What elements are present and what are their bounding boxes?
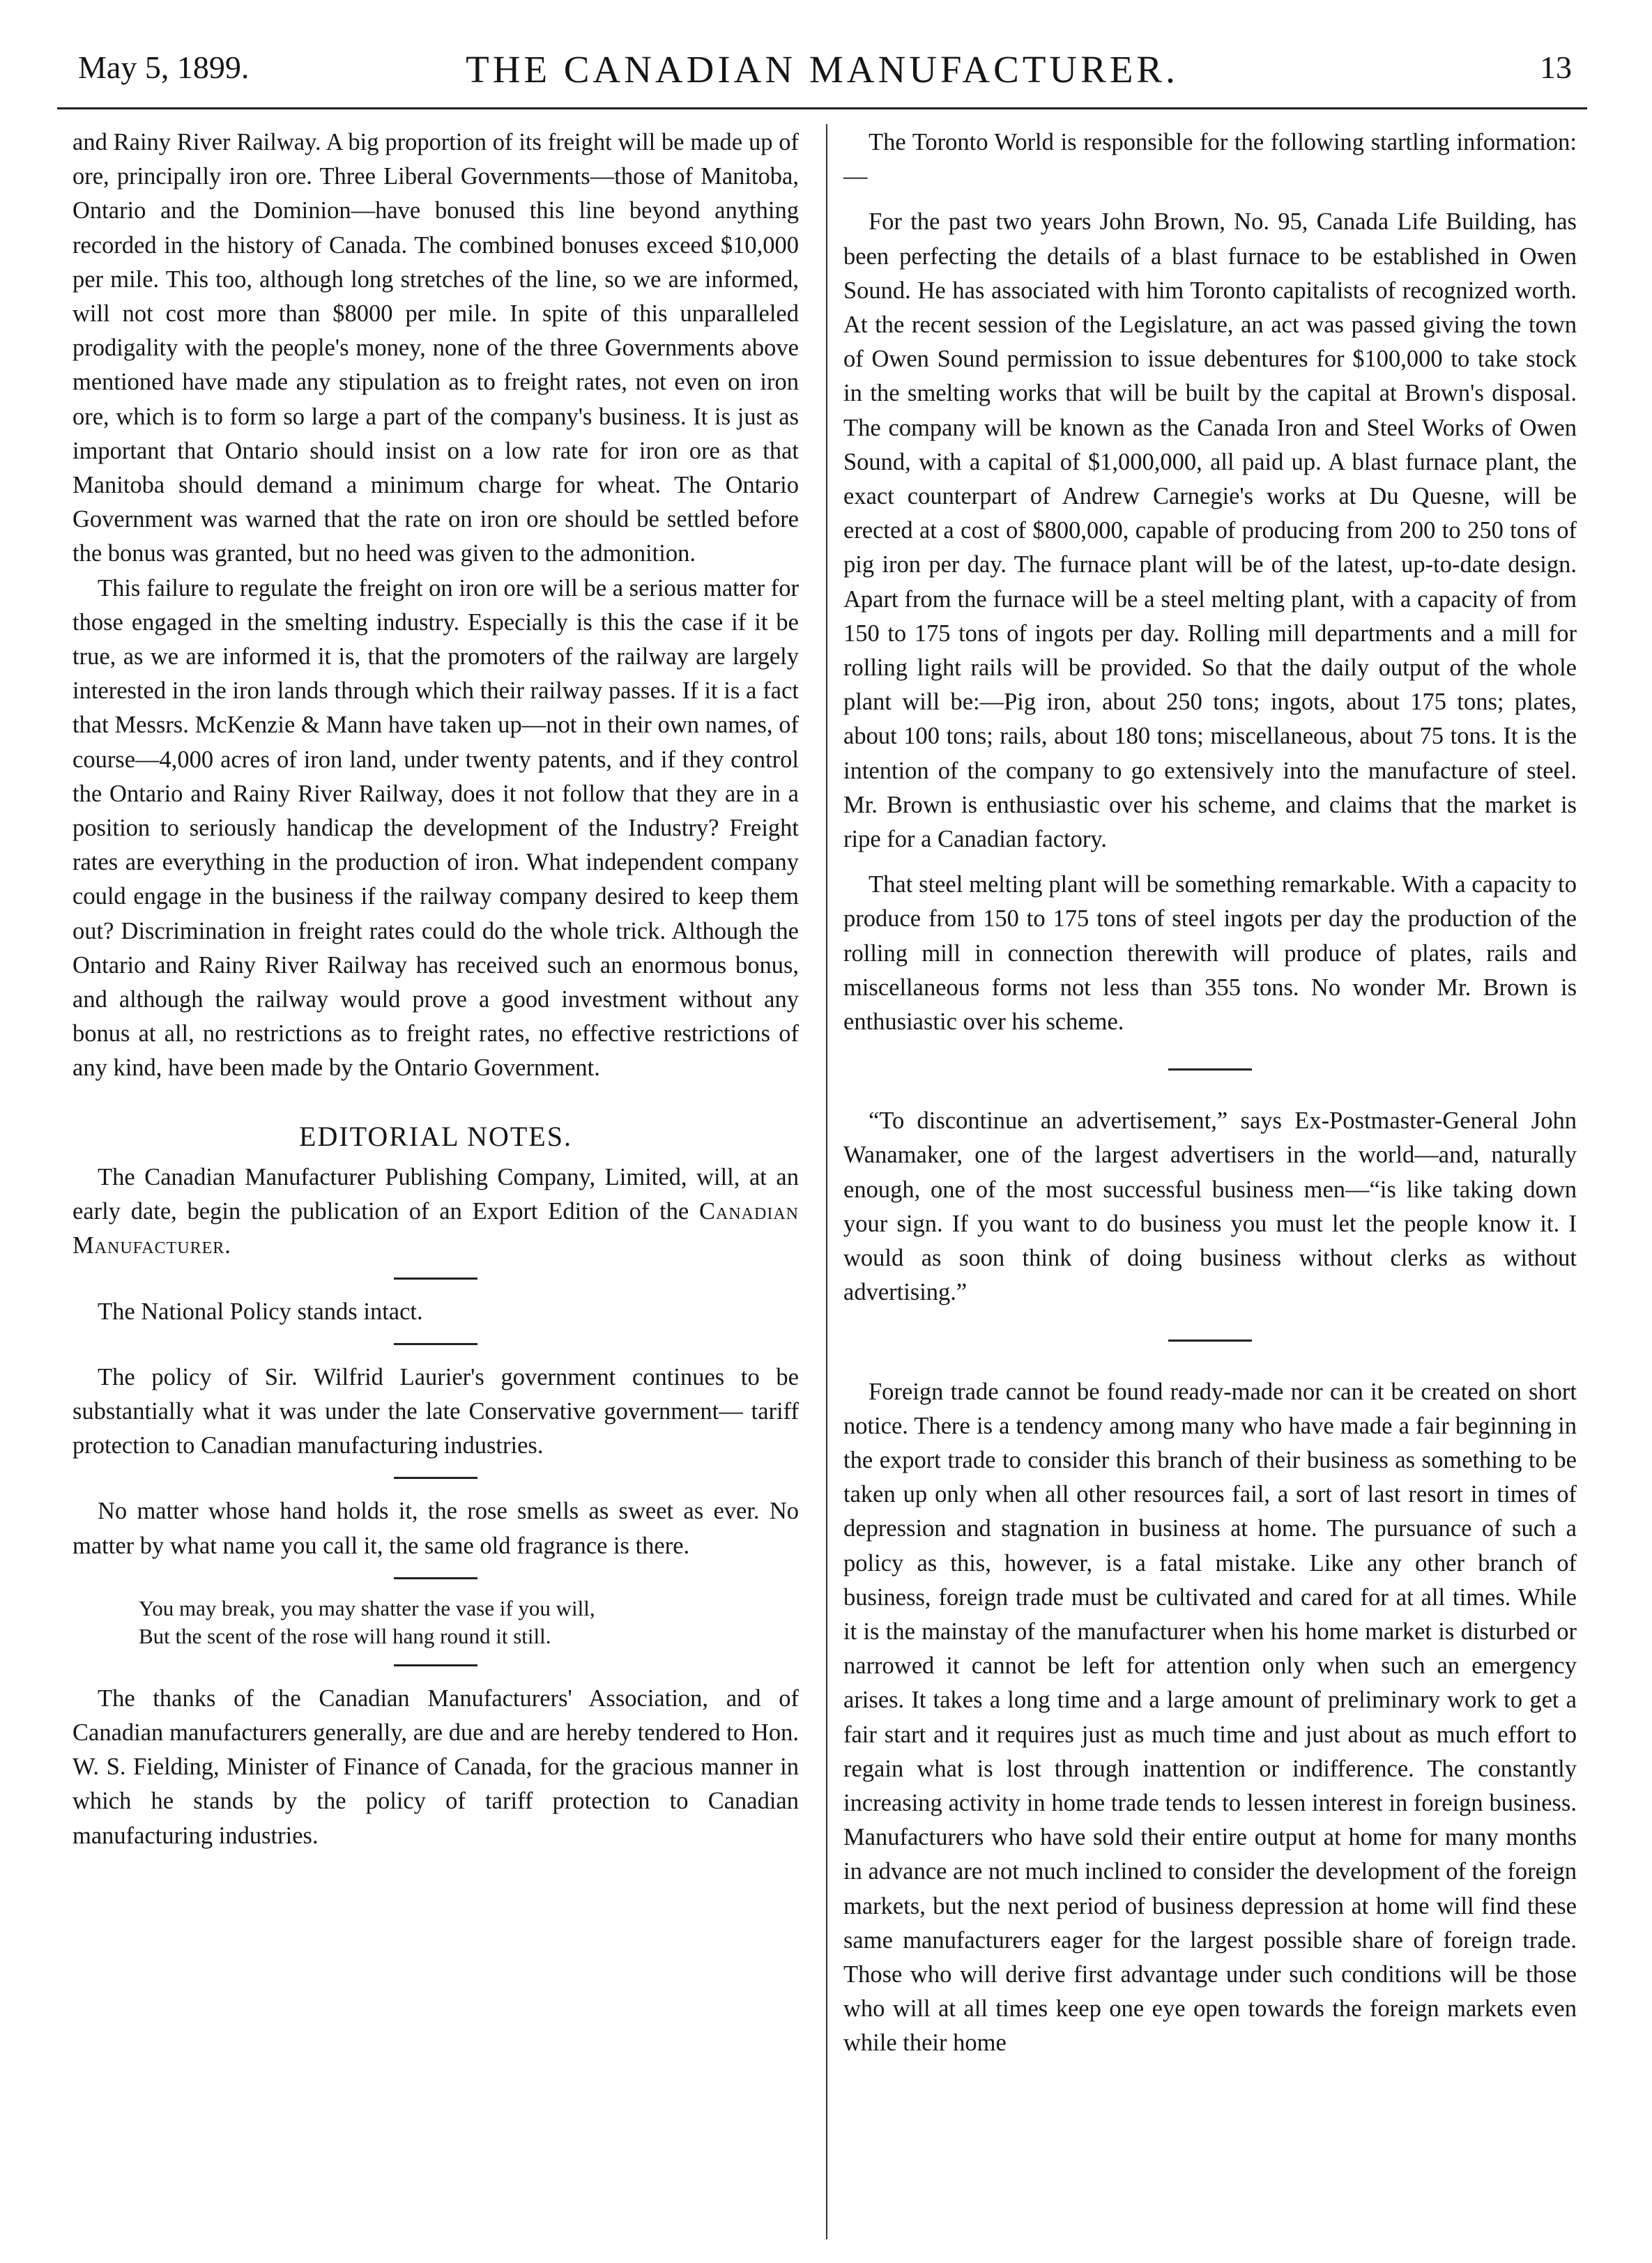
publication-title: THE CANADIAN MANUFACTURER. [466, 48, 1179, 91]
railway-paragraph-continued: and Rainy River Railway. A big proportion of its freight will be made up of ore, principally iron ore. Three Liberal Governments—those of Manitoba, Ontario and the Dominion—have bonused this line beyond anything recorded in the history of Canada. The combined bonuses exceed $10,000 per mile. This too, although long stretches of the line, so we are informed, will not cost more than $8000 per mile. In spite of this unparalleled prodigality with the people's money, none of the three Governments above mentioned have made any stipulation as to freight rates, not even on iron ore, which is to form so large a part of the company's business. It is just as important that Ontario should insist on a low rate for iron ore as that Manitoba should demand a minimum charge for wheat. The Ontario Government was warned that the rate on iron ore should be settled before the bonus was granted, but no heed was given to the admonition. [72, 129, 799, 567]
publication-name-smallcaps: Canadian Manufacturer. [72, 1198, 799, 1259]
section-divider [394, 1343, 477, 1345]
verse-line-2: But the scent of the rose will hang round it still. [139, 1623, 551, 1648]
verse-line-1: You may break, you may shatter the vase if you will, [139, 1595, 595, 1620]
toronto-world-intro: The Toronto World is responsible for the following startling information:— [843, 129, 1577, 190]
editorial-notes-heading: EDITORIAL NOTES. [299, 1120, 572, 1152]
section-divider [394, 1278, 477, 1280]
section-divider [1168, 1340, 1252, 1342]
section-divider [394, 1577, 477, 1579]
page-header [57, 47, 1587, 109]
column-divider [826, 124, 827, 2239]
export-edition-text: The Canadian Manufacturer Publishing Company, Limited, will, at an early date, begin the publication of an Export Edition of the [72, 1163, 799, 1225]
steel-plant-paragraph: That steel melting plant will be something remarkable. With a capacity to produce from 150 to 175 tons of steel ingots per day the production of the rolling mill in connection therewith will produce of plates, rails and miscellaneous forms not less than 355 tons. No wonder Mr. Brown is enthusiastic over his scheme. [843, 871, 1577, 1036]
issue-date: May 5, 1899. [78, 49, 250, 85]
owen-sound-quotation: For the past two years John Brown, No. 95, Canada Life Building, has been perfecting the details of a blast furnace to be established in Owen Sound. He has associated with him Toronto capitalists of recognized worth. At the recent session of the Legislature, an act was passed giving the town of Owen Sound permission to issue debentures for $100,000 to take stock in the smelting works that will be built by the capital at Brown's disposal. The company will be known as the Canada Iron and Steel Works of Owen Sound, with a capital of $1,000,000, all paid up. A blast furnace plant, the exact counterpart of Andrew Carnegie's works at Du Quesne, will be erected at a cost of $800,000, capable of producing from 200 to 250 tons of pig iron per day. The furnace plant will be of the latest, up-to-date design. Apart from the furnace will be a steel melting plant, with a capacity of from 150 to 175 tons of ingots per day. Rolling mill departments and a mill for rolling light rails will be provided. So that the daily output of the whole plant will be:—Pig iron, about 250 tons; ingots, about 175 tons; plates, about 100 tons; rails, about 180 tons; miscellaneous, about 75 tons. It is the intention of the company to go extensively into the manufacture of steel. Mr. Brown is enthusiastic over his scheme, and claims that the market is ripe for a Canadian factory. [843, 208, 1577, 853]
editorial-note-national-policy: The National Policy stands intact. [98, 1298, 423, 1325]
verse-quotation [139, 1595, 799, 1650]
editorial-note-rose: No matter whose hand holds it, the rose smells as sweet as ever. No matter by what name you call it, the same old fragrance is there. [72, 1498, 799, 1559]
page-number: 13 [1540, 49, 1572, 85]
editorial-note-laurier-policy: The policy of Sir. Wilfrid Laurier's government continues to be substantially what it was under the late Conservative government— tariff protection to Canadian manufacturing industries. [72, 1363, 799, 1459]
right-column [843, 125, 1577, 2061]
editorial-note-export-edition [72, 1160, 799, 1264]
section-divider [394, 1664, 477, 1666]
section-divider [1168, 1068, 1252, 1071]
wanamaker-quotation: “To discontinue an advertisement,” says Ex-Postmaster-General John Wanamaker, one of the largest advertisers in the world—and, naturally enough, one of the most successful business men—“is like taking down your sign. If you want to do business you must let the people know it. I would as soon think of doing business without clerks as without advertising.” [843, 1107, 1577, 1306]
section-divider [394, 1477, 477, 1479]
railway-paragraph-freight: This failure to regulate the freight on iron ore will be a serious matter for those engaged in the smelting industry. Especially is this the case if it be true, as we are informed it is, that the promoters of the railway are largely interested in the iron lands through which their railway passes. If it is a fact that Messrs. McKenzie & Mann have taken up—not in their own names, of course—4,000 acres of iron land, under twenty patents, and if they control the Ontario and Rainy River Railway, does it not follow that they are in a position to seriously handicap the development of the Industry? Freight rates are everything in the production of iron. What independent company could engage in the business if the railway company desired to keep them out? Discrimination in freight rates could do the whole trick. Although the Ontario and Rainy River Railway has received such an enormous bonus, and although the railway would prove a good investment without any bonus at all, no restrictions as to freight rates, no effective restrictions of any kind, have been made by the Ontario Government. [72, 574, 799, 1082]
foreign-trade-paragraph: Foreign trade cannot be found ready-made nor can it be created on short notice. There is a tendency among many who have made a fair beginning in the export trade to consider this branch of their business as something to be taken up only when all other resources fail, a sort of last resort in times of depression and stagnation in business at home. The pursuance of such a policy as this, however, is a fatal mistake. Like any other branch of business, foreign trade must be cultivated and cared for at all times. While it is the mainstay of the manufacturer when his home market is disturbed or narrowed it cannot be left for attention only when such an emergency arises. It takes a long time and a large amount of preliminary work to get a fair start and it requires just as much time and just about as much effort to regain what is lost through inattention or indifference. The constantly increasing activity in home trade tends to lessen interest in foreign business. Manufacturers who have sold their entire output at home for many months in advance are not much inclined to consider the development of the foreign markets, but the next period of business depression at home will find these same manufacturers eager for the largest possible share of foreign trade. Those who will derive first advantage under such conditions will be those who will at all times keep one eye open towards the foreign markets even while their home [843, 1378, 1577, 2057]
editorial-note-fielding-thanks: The thanks of the Canadian Manufacturers' Association, and of Canadian manufacturers generally, are due and are hereby tendered to Hon. W. S. Fielding, Minister of Finance of Canada, for the gracious manner in which he stands by the policy of tariff protection to Canadian manufacturing industries. [72, 1685, 799, 1849]
left-column [72, 125, 799, 1853]
